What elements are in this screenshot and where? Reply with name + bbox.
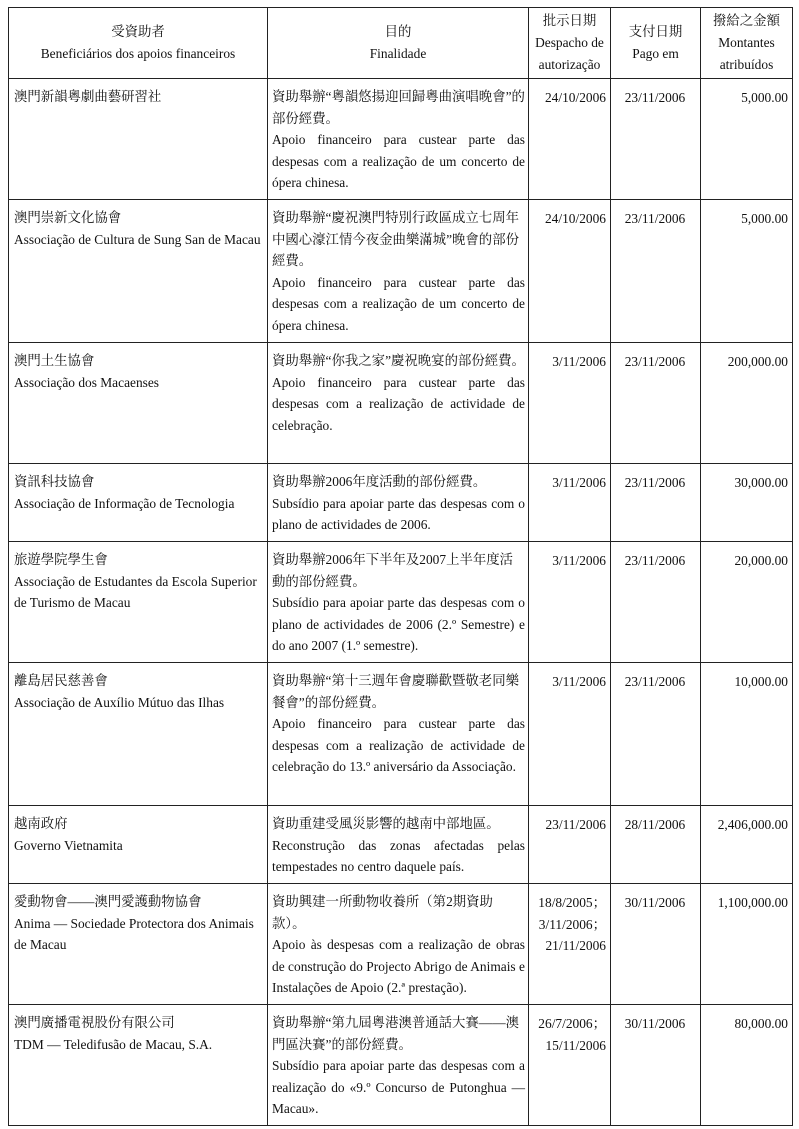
purpose-zh: 資助舉辦“第十三週年會慶聯歡暨敬老同樂餐會”的部份經費。	[272, 673, 519, 710]
approval-date: 24/10/2006	[544, 90, 606, 105]
beneficiary-name-pt: Associação de Informação de Tecnologia	[14, 495, 235, 511]
beneficiary-cell	[9, 200, 268, 343]
amount-cell	[701, 884, 793, 1005]
beneficiary-name-zh: 澳門土生協會	[14, 353, 95, 368]
approval-date: 15/11/2006	[545, 1037, 606, 1053]
payment-date: 30/11/2006	[624, 1016, 686, 1031]
approval-date-cell	[529, 542, 611, 663]
beneficiary-name-pt: Governo Vietnamita	[14, 837, 123, 853]
beneficiary-cell	[9, 1005, 268, 1126]
table-row	[9, 884, 793, 1005]
purpose-pt: Subsídio para apoiar parte das despesas com o plano de actividades de 2006 (2.º Semestre) e do ano 2007 (1.º semestre).	[272, 595, 525, 654]
beneficiary-name-zh: 愛動物會——澳門愛護動物協會	[14, 894, 202, 909]
beneficiary-name-zh: 資訊科技協會	[14, 474, 95, 489]
amount-cell	[701, 1005, 793, 1126]
approval-date: 24/10/2006	[544, 211, 606, 226]
payment-date-cell	[611, 663, 701, 806]
payment-date: 28/11/2006	[624, 817, 686, 832]
table-row	[9, 806, 793, 884]
header-approval-pt-2: autorização	[538, 57, 601, 72]
approval-date-cell	[529, 663, 611, 806]
approval-date-cell	[529, 1005, 611, 1126]
approval-date: 21/11/2006	[545, 938, 606, 954]
header-beneficiary-pt: Beneficiários dos apoios financeiros	[40, 46, 236, 61]
payment-date: 23/11/2006	[624, 211, 686, 226]
amount-cell	[701, 806, 793, 884]
payment-date: 23/11/2006	[624, 90, 686, 105]
purpose-pt: Apoio às despesas com a realização de obras de construção do Projecto Abrigo de Animais e Instalações de Apoio (2.ª prestação).	[272, 937, 525, 996]
header-purpose-pt: Finalidade	[369, 46, 427, 61]
beneficiary-name-pt: Associação dos Macaenses	[14, 374, 160, 390]
purpose-zh: 資助舉辦“你我之家”慶祝晚宴的部份經費。	[272, 353, 525, 368]
purpose-cell	[268, 200, 529, 343]
purpose-pt: Apoio financeiro para custear parte das despesas com a realização de um concerto de ópera chinesa.	[272, 274, 525, 333]
purpose-cell	[268, 884, 529, 1005]
payment-date: 30/11/2006	[624, 895, 686, 910]
purpose-zh: 資助舉辦“粵韻悠揚迎回歸粵曲演唱晚會”的部份經費。	[272, 89, 525, 126]
payment-date: 23/11/2006	[624, 674, 686, 689]
approval-date-cell	[529, 79, 611, 200]
approval-date: 3/11/2006	[552, 674, 606, 689]
beneficiary-cell	[9, 542, 268, 663]
beneficiary-cell	[9, 464, 268, 542]
purpose-zh: 資助舉辦2006年下半年及2007上半年度活動的部份經費。	[272, 552, 514, 589]
purpose-cell	[268, 464, 529, 542]
purpose-cell	[268, 79, 529, 200]
table-row	[9, 1005, 793, 1126]
approval-date-cell	[529, 343, 611, 464]
table-row	[9, 200, 793, 343]
amount-value: 20,000.00	[734, 553, 788, 568]
amount-cell	[701, 663, 793, 806]
purpose-zh: 資助舉辦2006年度活動的部份經費。	[272, 474, 487, 489]
beneficiary-name-zh: 離島居民慈善會	[14, 673, 108, 688]
approval-date: 18/8/2005；	[538, 895, 606, 910]
approval-date: 3/11/2006	[552, 553, 606, 568]
approval-date: 3/11/2006；	[538, 916, 606, 932]
header-paid-zh: 支付日期	[628, 24, 683, 39]
approval-date-cell	[529, 806, 611, 884]
payment-date-cell	[611, 343, 701, 464]
payment-date-cell	[611, 200, 701, 343]
payment-date: 23/11/2006	[624, 553, 686, 568]
approval-date: 3/11/2006	[552, 475, 606, 490]
amount-value: 5,000.00	[741, 211, 788, 226]
beneficiary-cell	[9, 343, 268, 464]
amount-value: 1,100,000.00	[717, 895, 788, 910]
payment-date-cell	[611, 464, 701, 542]
beneficiary-name-pt: Associação de Estudantes da Escola Superior de Turismo de Macau	[14, 573, 257, 611]
purpose-pt: Apoio financeiro para custear parte das despesas com a realização de actividade de celebração do 13.º aniversário da Associação.	[272, 716, 525, 775]
header-amount-zh: 撥給之金額	[713, 13, 780, 28]
purpose-zh: 資助舉辦“慶祝澳門特別行政區成立七周年中國心濠江情今夜金曲樂滿城”晚會的部份經費。	[272, 210, 519, 269]
approval-date: 26/7/2006；	[538, 1016, 606, 1031]
beneficiary-cell	[9, 79, 268, 200]
purpose-cell	[268, 1005, 529, 1126]
payment-date-cell	[611, 806, 701, 884]
grants-table	[8, 7, 793, 1126]
purpose-pt: Apoio financeiro para custear parte das despesas com a realização de um concerto de ópera chinesa.	[272, 132, 525, 191]
beneficiary-name-zh: 澳門崇新文化協會	[14, 210, 122, 225]
header-beneficiary-zh: 受資助者	[111, 24, 165, 39]
beneficiary-name-zh: 澳門新韻粵劇曲藝研習社	[14, 89, 162, 104]
header-approval-date	[529, 8, 611, 79]
header-amount-pt-2: atribuídos	[719, 57, 774, 72]
amount-value: 200,000.00	[727, 354, 788, 369]
header-amount	[701, 8, 793, 79]
beneficiary-name-zh: 越南政府	[14, 816, 68, 831]
header-amount-pt-1: Montantes	[718, 35, 775, 50]
header-purpose	[268, 8, 529, 79]
amount-value: 10,000.00	[734, 674, 788, 689]
purpose-cell	[268, 806, 529, 884]
purpose-zh: 資助興建一所動物收養所（第2期資助款）。	[272, 894, 493, 931]
table-row	[9, 79, 793, 200]
approval-date-cell	[529, 200, 611, 343]
purpose-pt: Subsídio para apoiar parte das despesas com o plano de actividades de 2006.	[272, 495, 525, 533]
approval-date-cell	[529, 884, 611, 1005]
payment-date: 23/11/2006	[624, 354, 686, 369]
table-row	[9, 464, 793, 542]
beneficiary-cell	[9, 884, 268, 1005]
beneficiary-name-zh: 澳門廣播電視股份有限公司	[14, 1015, 175, 1030]
purpose-pt: Subsídio para apoiar parte das despesas com a realização do «9.º Concurso de Putonghua — Macau».	[272, 1058, 525, 1117]
amount-value: 2,406,000.00	[717, 817, 788, 832]
amount-cell	[701, 343, 793, 464]
purpose-pt: Reconstrução das zonas afectadas pelas tempestades no centro daquele país.	[272, 837, 525, 875]
approval-date: 23/11/2006	[545, 817, 606, 832]
beneficiary-cell	[9, 663, 268, 806]
amount-cell	[701, 542, 793, 663]
purpose-pt: Apoio financeiro para custear parte das despesas com a realização de actividade de celebração.	[272, 374, 525, 433]
beneficiary-name-pt: TDM — Teledifusão de Macau, S.A.	[14, 1036, 213, 1052]
amount-value: 30,000.00	[734, 475, 788, 490]
payment-date-cell	[611, 542, 701, 663]
payment-date-cell	[611, 79, 701, 200]
payment-date-cell	[611, 1005, 701, 1126]
payment-date-cell	[611, 884, 701, 1005]
purpose-cell	[268, 343, 529, 464]
table-row	[9, 663, 793, 806]
amount-cell	[701, 464, 793, 542]
purpose-cell	[268, 663, 529, 806]
table-row	[9, 542, 793, 663]
beneficiary-name-pt: Associação de Cultura de Sung San de Macau	[14, 231, 261, 247]
amount-cell	[701, 79, 793, 200]
header-approval-zh: 批示日期	[542, 13, 597, 28]
amount-cell	[701, 200, 793, 343]
amount-value: 80,000.00	[734, 1016, 788, 1031]
purpose-zh: 資助舉辦“第九屆粵港澳普通話大賽——澳門區決賽”的部份經費。	[272, 1015, 519, 1052]
payment-date: 23/11/2006	[624, 475, 686, 490]
amount-value: 5,000.00	[741, 90, 788, 105]
beneficiary-cell	[9, 806, 268, 884]
beneficiary-name-pt: Associação de Auxílio Mútuo das Ilhas	[14, 694, 225, 710]
header-approval-pt-1: Despacho de	[535, 35, 604, 50]
header-payment-date	[611, 8, 701, 79]
table-row	[9, 343, 793, 464]
header-beneficiary	[9, 8, 268, 79]
header-paid-pt: Pago em	[632, 46, 679, 61]
beneficiary-name-pt: Anima — Sociedade Protectora dos Animais de Macau	[14, 915, 254, 953]
approval-date-cell	[529, 464, 611, 542]
purpose-cell	[268, 542, 529, 663]
approval-date: 3/11/2006	[552, 354, 606, 369]
header-row	[9, 8, 793, 79]
purpose-zh: 資助重建受風災影響的越南中部地區。	[272, 816, 500, 831]
header-purpose-zh: 目的	[384, 24, 412, 39]
beneficiary-name-zh: 旅遊學院學生會	[14, 552, 108, 567]
